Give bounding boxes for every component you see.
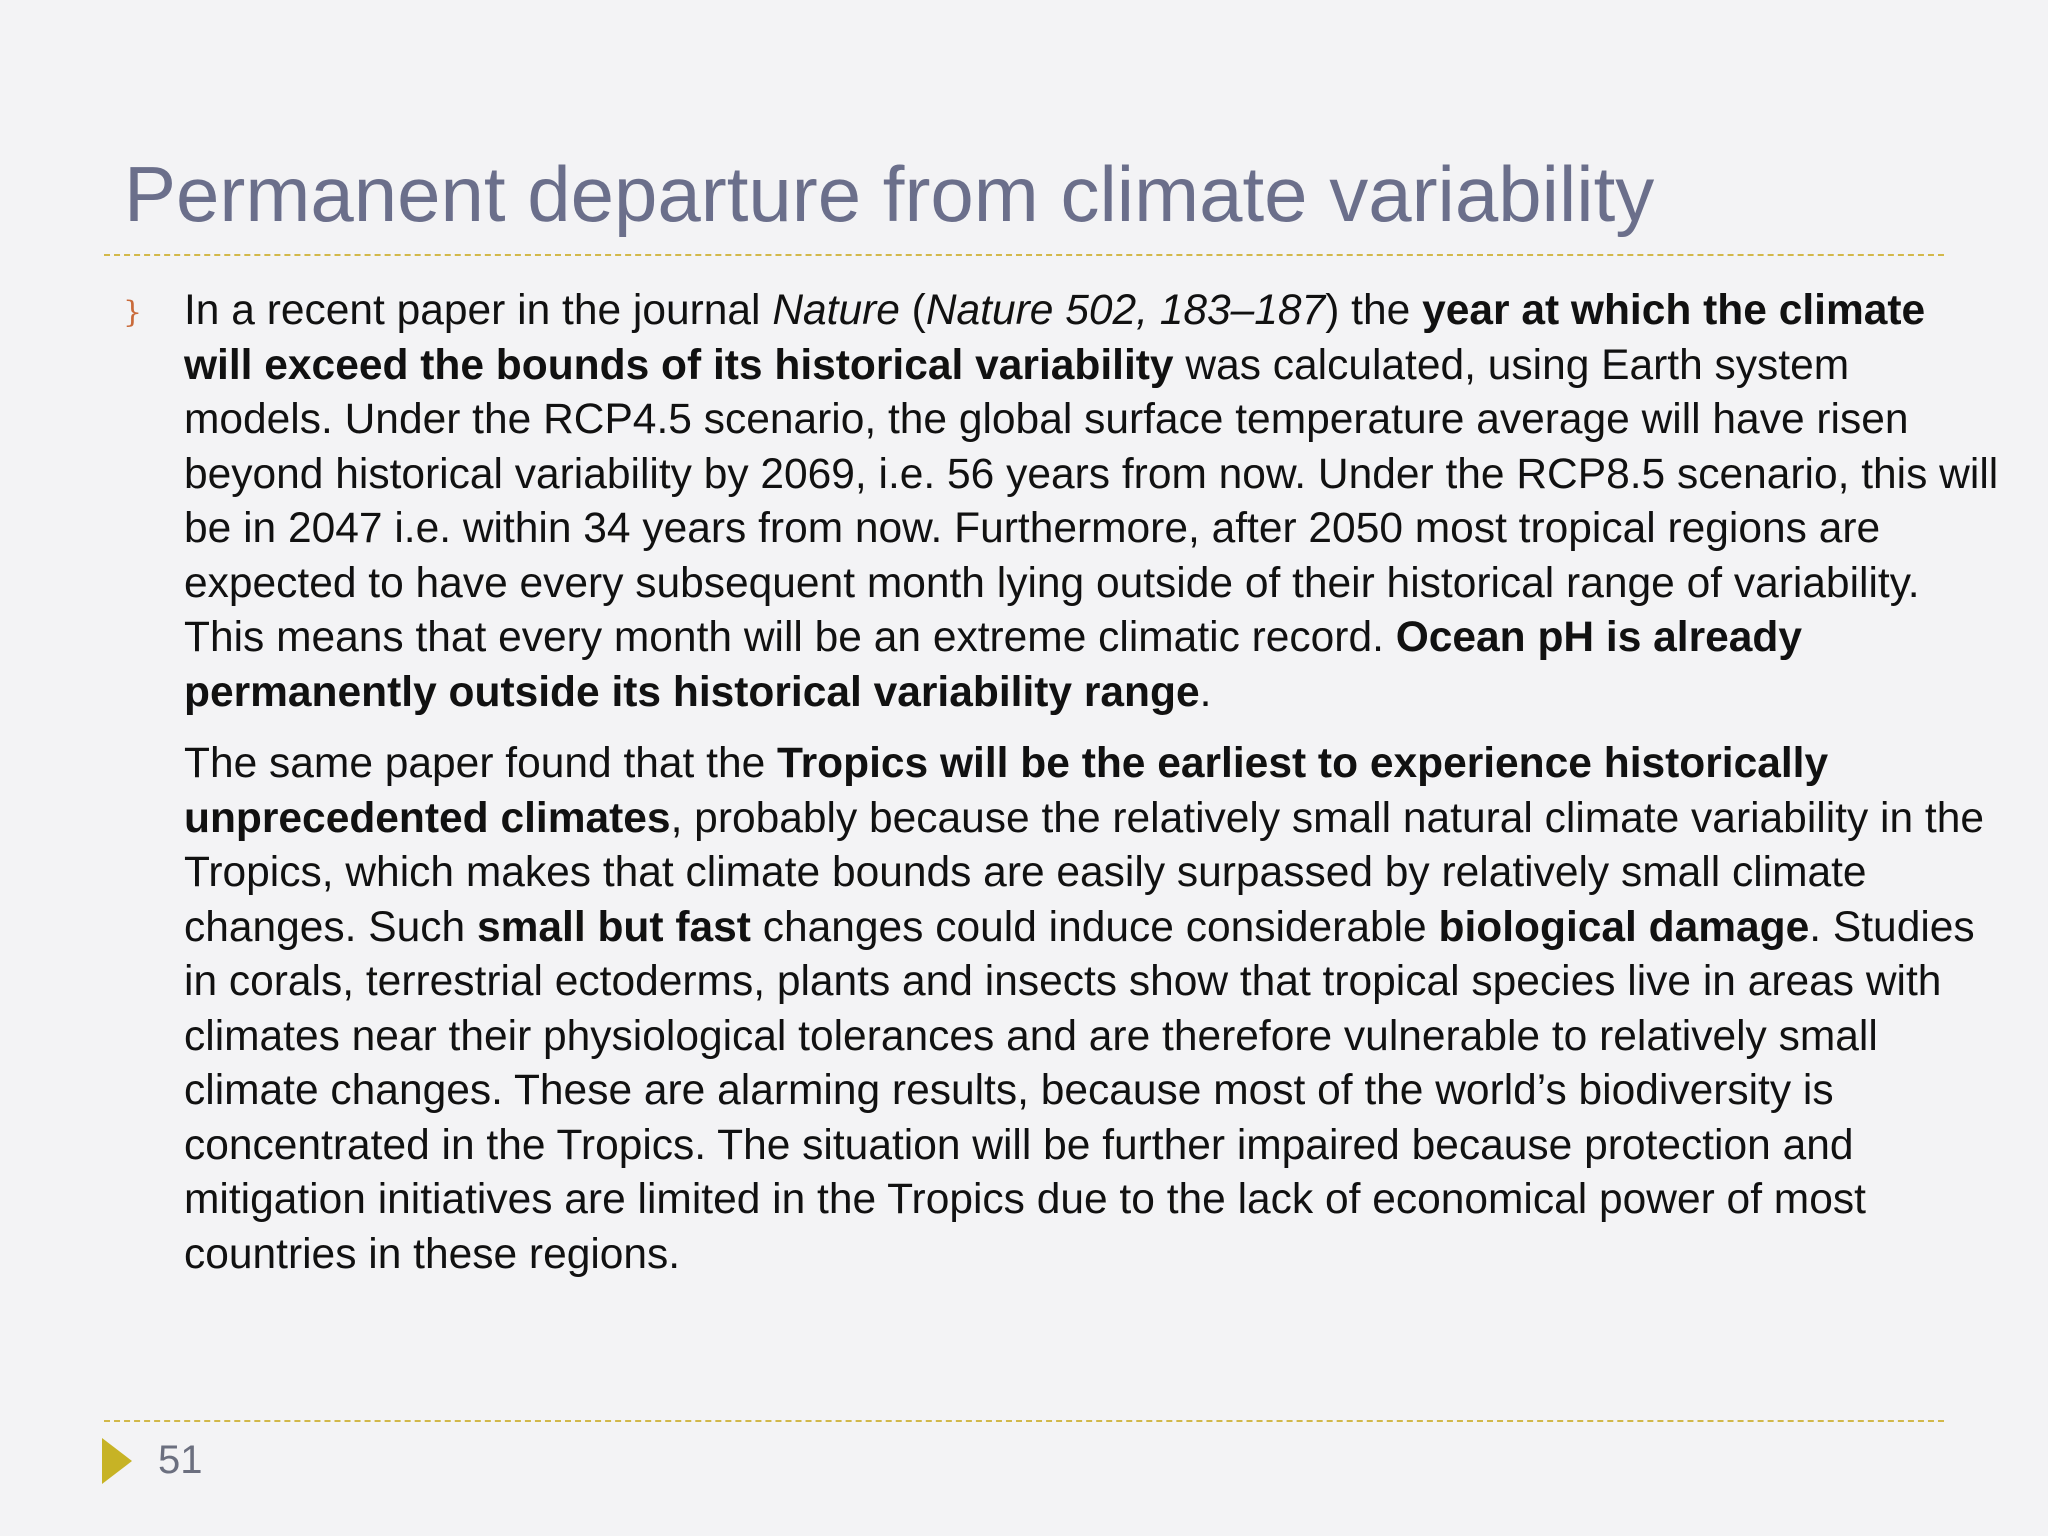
- p1-citation: Nature 502, 183–187: [925, 287, 1326, 334]
- p2-text-7: . Studies in corals, terrestrial ectoderms, plants and insects show that tropical species live in areas with climates near their physiological tolerances and are therefore vulnerable to relatively small climate changes. These are alarming results, because most of the world’s biodiversity is concentrated in the Tropics. The situation will be further impaired because protection and mitigation initiatives are limited in the Tropics due to the lack of economical power of most countries in these regions.: [184, 903, 1975, 1278]
- p2-text-1: The same paper found that the: [184, 740, 778, 787]
- p1-text-7: was calculated, using Earth system models. Under the RCP4.5 scenario, the global surface temperature average will have risen beyond historical variability by 2069, i.e. 56 years from now. Under the RCP8.5 scenario, this will be in 2047 i.e. within 34 years from now. Furthermore, after 2050 most tropical regions are expected to have every subsequent month lying outside of their historical range of variability. This means that every month will be an extreme climatic record.: [184, 341, 1999, 661]
- footer-divider: [104, 1420, 1944, 1422]
- p1-text-1: In a recent paper in the journal: [184, 287, 773, 334]
- paragraph-2: [184, 737, 2004, 1282]
- paragraph-1: [184, 284, 2004, 720]
- p1-text-9: .: [1199, 668, 1212, 716]
- p2-text-5: changes could induce considerable: [750, 903, 1439, 951]
- slide-title: Permanent departure from climate variability: [124, 150, 1655, 238]
- p2-emphasis-tropics: Tropics will be the earliest to experience historically unprecedented climates: [184, 740, 1829, 842]
- p1-text-3: (: [899, 287, 926, 334]
- p2-emphasis-biological-damage: biological damage: [1438, 903, 1810, 951]
- page-number: 51: [158, 1438, 203, 1482]
- slide-body: [184, 284, 2004, 1282]
- title-divider: [104, 254, 1944, 256]
- p1-emphasis-ocean-ph: Ocean pH is already permanently outside its historical variability range: [184, 614, 1803, 716]
- p2-emphasis-small-fast: small but fast: [476, 903, 751, 951]
- play-arrow-icon: [102, 1438, 132, 1484]
- p1-text-5: ) the: [1325, 287, 1423, 334]
- p1-journal-name: Nature: [772, 287, 900, 334]
- p2-text-3: , probably because the relatively small natural climate variability in the Tropics, which makes that climate bounds are easily surpassed by relatively small climate changes. Such: [184, 794, 1984, 951]
- p1-emphasis-year: year at which the climate will exceed the bounds of its historical variability: [184, 287, 1926, 389]
- bullet-icon: }: [123, 295, 143, 330]
